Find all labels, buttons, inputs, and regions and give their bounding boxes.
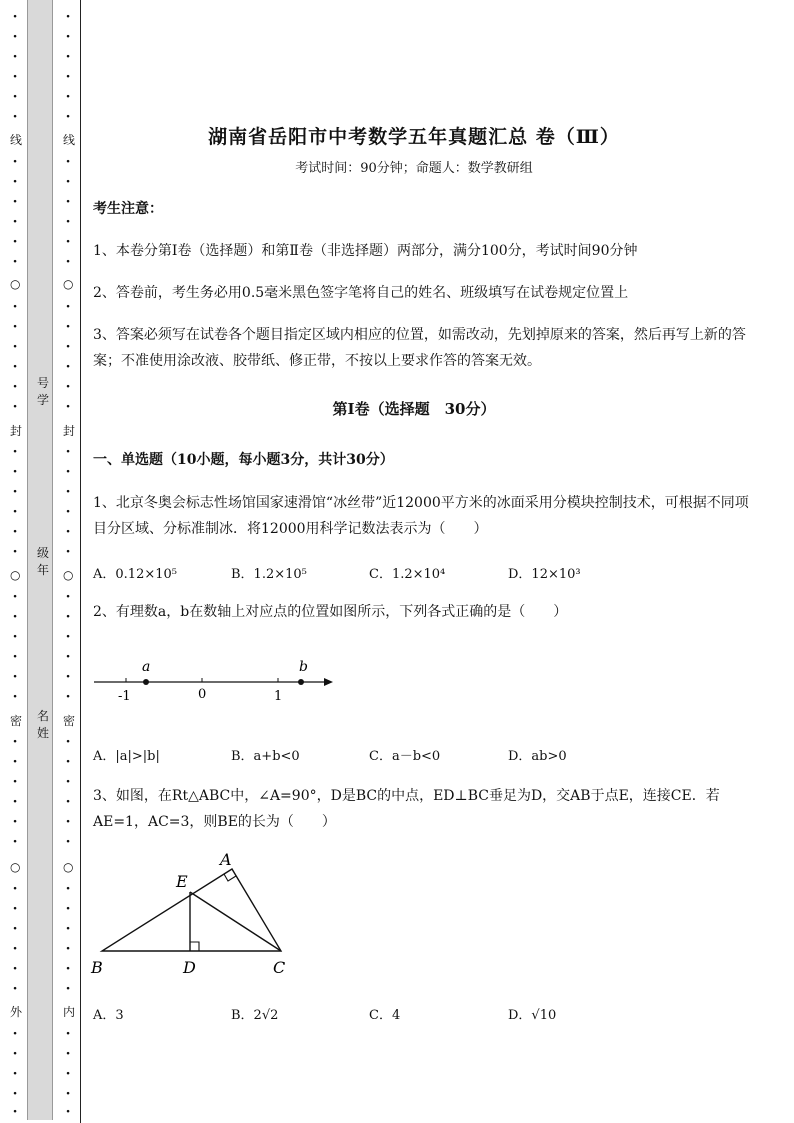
segment-ce <box>190 892 281 951</box>
section-title: 一、单选题（10小题，每小题3分，共计30分） <box>93 452 394 468</box>
notice-item: 2、答卷前，考生务必用0.5毫米黑色签字笔将自己的姓名、班级填写在试卷规定位置上 <box>93 285 629 301</box>
tick-label-minus-one: -1 <box>118 689 131 704</box>
q1-option-b[interactable]: B．1.2×10⁵ <box>231 567 307 582</box>
inner-mark-circle: ○ <box>63 277 74 291</box>
vertex-d: D <box>183 958 196 977</box>
notice-item: 3、答案必须写在试卷各个题目指定区域内相应的位置，如需改动，先划掉原来的答案，然后再写上新的答案；不准使用涂改液、胶带纸、修正带，不按以上要求作答的答案无效。 <box>93 327 746 369</box>
exam-info: 考试时间：90分钟；命题人：数学教研组 <box>295 161 533 176</box>
number-line-arrow <box>324 678 333 686</box>
q2-option-d[interactable]: D．ab>0 <box>508 749 567 764</box>
page-title: 湖南省岳阳市中考数学五年真题汇总 卷（Ⅲ） <box>208 126 620 148</box>
student-id-label: 号 学 <box>36 376 49 407</box>
inner-mark-line: 线 <box>63 133 76 147</box>
q1-option-a[interactable]: A．0.12×10⁵ <box>93 567 177 582</box>
q3-option-c[interactable]: C．4 <box>369 1008 401 1023</box>
triangle-figure <box>88 845 308 980</box>
q1-option-d[interactable]: D．12×10³ <box>508 567 581 582</box>
tick-label-zero: 0 <box>198 687 207 702</box>
margin-mark-circle: ○ <box>10 277 21 291</box>
q3-option-a[interactable]: A．3 <box>93 1008 124 1023</box>
inner-dotted-margin: · · · · · · 线 · · · · · · ○ · · · · · · 封 · · · · · · ○ · · · · · · 密 · · · · · · ○ · · · · · · 内 · · · · · <box>63 9 76 1120</box>
right-angle-a <box>224 874 236 881</box>
triangle-abc <box>102 869 281 951</box>
label-b: b <box>299 659 308 675</box>
inner-mark-circle: ○ <box>63 860 74 874</box>
inner-mark-secret: 密 <box>63 714 76 728</box>
margin-mark-seal: 封 <box>10 424 23 438</box>
right-angle-d <box>190 942 199 951</box>
q2-option-b[interactable]: B．a+b<0 <box>231 749 300 764</box>
question-3-stem: 3、如图，在Rt△ABC中，∠A=90°，D是BC的中点，ED⊥BC垂足为D，交AB于点E，连接CE．若AE=1，AC=3，则BE的长为（ ） <box>93 788 720 830</box>
inner-mark-inner: 内 <box>63 1005 76 1019</box>
class-label: 级 年 <box>36 546 49 577</box>
vertex-e: E <box>176 872 188 891</box>
part-title: 第Ⅰ卷（选择题 30分） <box>332 400 496 418</box>
point-a <box>143 679 149 685</box>
number-line-figure <box>88 650 348 710</box>
point-b <box>298 679 304 685</box>
q1-option-c[interactable]: C．1.2×10⁴ <box>369 567 446 582</box>
margin-mark-outer: 外 <box>10 1005 23 1019</box>
notice-item: 1、本卷分第Ⅰ卷（选择题）和第Ⅱ卷（非选择题）两部分，满分100分，考试时间90分钟 <box>93 243 638 259</box>
inner-mark-circle: ○ <box>63 568 74 582</box>
margin-mark-secret: 密 <box>10 714 23 728</box>
margin-mark-circle: ○ <box>10 568 21 582</box>
inner-mark-seal: 封 <box>63 424 76 438</box>
margin-mark-line: 线 <box>10 133 23 147</box>
q2-option-c[interactable]: C．a－b<0 <box>369 749 441 764</box>
q2-option-a[interactable]: A．|a|>|b| <box>93 749 160 764</box>
q3-option-d[interactable]: D．√10 <box>508 1008 557 1023</box>
outer-dotted-margin: · · · · · · 线 · · · · · · ○ · · · · · · 封 · · · · · · ○ · · · · · · 密 · · · · · · ○ · · · · · · 外 · · · · · <box>10 9 23 1120</box>
tick-label-one: 1 <box>274 689 283 704</box>
vertex-a: A <box>220 850 232 869</box>
label-a: a <box>142 659 151 675</box>
vertex-b: B <box>91 958 103 977</box>
question-2-stem: 2、有理数a，b在数轴上对应点的位置如图所示，下列各式正确的是（ ） <box>93 604 568 620</box>
q3-option-b[interactable]: B．2√2 <box>231 1008 279 1023</box>
margin-mark-circle: ○ <box>10 860 21 874</box>
vertex-c: C <box>273 958 286 977</box>
name-label: 名 姓 <box>36 709 49 740</box>
question-1-stem: 1、北京冬奥会标志性场馆国家速滑馆“冰丝带”近12000平方米的冰面采用分模块控制技术，可根据不同项目分区域、分标准制冰．将12000用科学记数法表示为（ ） <box>93 495 749 537</box>
notice-heading: 考生注意： <box>93 201 163 217</box>
